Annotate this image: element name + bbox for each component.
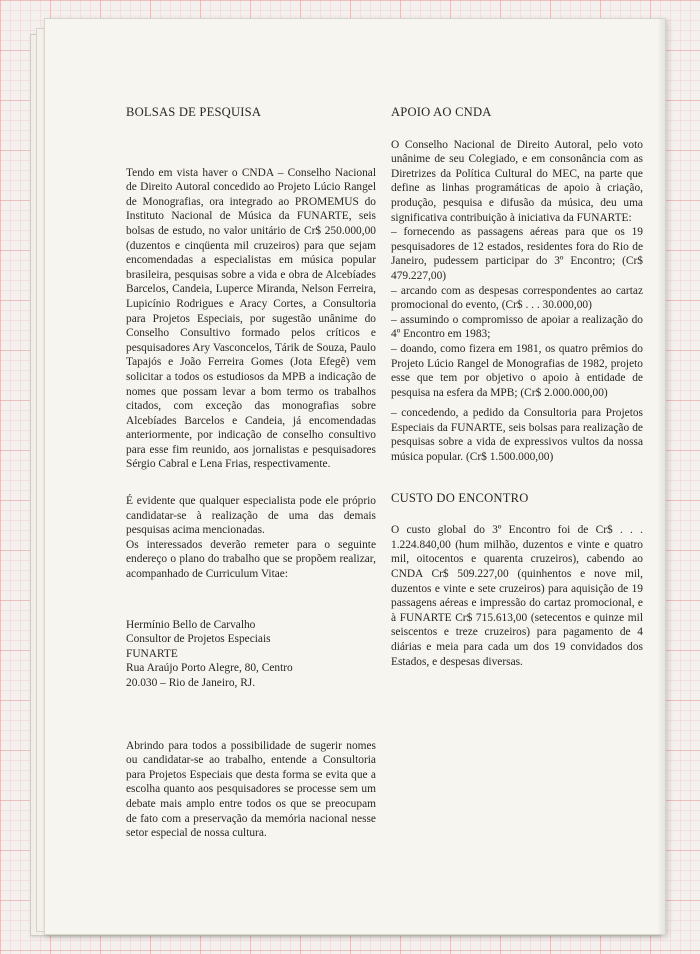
address-name: Hermínio Bello de Carvalho <box>126 618 256 631</box>
bolsas-paragraph-3: Os interessados deverão remeter para o seguinte endereço o plano do trabalho que se propõem realizar, acompanhado de Curriculum Vitae: <box>126 538 376 581</box>
section-heading-custo: CUSTO DO ENCONTRO <box>391 490 529 505</box>
right-column <box>391 105 643 669</box>
address-org: FUNARTE <box>126 647 178 660</box>
apoio-intro: O Conselho Nacional de Direito Autoral, pelo voto unânime de seu Colegiado, e em consonância com as Diretrizes da Política Cultural do MEC, na parte que define as linhas programáticas de apoio à criação, produção, pesquisa e difusão da música, deu uma significativa contribuição à iniciativa da FUNARTE: <box>391 138 643 224</box>
custo-paragraph: O custo global do 3º Encontro foi de Cr$ . . . 1.224.840,00 (hum milhão, duzentos e vinte e quatro mil, oitocentos e quarenta cruzeiros), cabendo ao CNDA Cr$ 509.227,00 (quinhentos e nove mil, duzentos e vinte e sete cruzeiros) para aquisição de 19 passagens aéreas e impressão do cartaz promocional, e à FUNARTE Cr$ 715.613,00 (setecentos e quinze mil seiscentos e treze cruzeiros) para pagamento de 4 diárias e meia para cada um dos 19 convidados dos Estados, e despesas diversas. <box>391 524 643 668</box>
section-heading-apoio: APOIO AO CNDA <box>391 105 492 119</box>
left-column <box>126 105 376 841</box>
section-heading-bolsas: BOLSAS DE PESQUISA <box>126 105 262 119</box>
apoio-item-4: – doando, como fizera em 1981, os quatro prêmios do Projeto Lúcio Rangel de Monografias de 1982, projeto esse que tem por objetivo o apoio à entidade de pesquisa na esfera da MPB; (Cr$ 2.000.000,00) <box>391 342 643 399</box>
apoio-item-2: – arcando com as despesas correspondentes ao cartaz promocional do evento, (Cr$ . . . 30.000,00) <box>391 284 643 312</box>
address-title: Consultor de Projetos Especiais <box>126 633 271 646</box>
apoio-item-1: – fornecendo as passagens aéreas para que os 19 pesquisadores de 12 estados, residentes fora do Rio de Janeiro, pudessem participar do 3º Encontro; (Cr$ 479.227,00) <box>391 226 643 282</box>
page-edge-shadow <box>657 19 665 934</box>
apoio-item-3: – assumindo o compromisso de apoiar a realização do 4º Encontro em 1983; <box>391 313 643 341</box>
contact-address <box>126 618 376 691</box>
bolsas-paragraph-4: Abrindo para todos a possibilidade de sugerir nomes ou candidatar-se ao trabalho, entende a Consultoria para Projetos Especiais que desta forma se evita que a escolha quanto aos pesquisadores se processe sem um debate mais amplo entre todos os que se preocupam de fato com a preservação da memória nacional nesse setor especial de nossa cultura. <box>126 739 376 840</box>
document-page <box>44 18 666 935</box>
bolsas-paragraph-2: É evidente que qualquer especialista pode ele próprio candidatar-se à realização de uma das demais pesquisas acima mencionadas. <box>126 495 376 537</box>
address-street: Rua Araújo Porto Alegre, 80, Centro <box>126 662 293 675</box>
address-city: 20.030 – Rio de Janeiro, RJ. <box>126 677 256 689</box>
bolsas-paragraph-1: Tendo em vista haver o CNDA – Conselho Nacional de Direito Autoral concedido ao Projeto Lúcio Rangel de Monografias, ora integrado ao PROMEMUS do Instituto Nacional de Música da FUNARTE, seis bolsas de estudo, no valor unitário de Cr$ 250.000,00 (duzentos e cinqüenta mil cruzeiros) para que sejam encomendadas a especialistas em música popular brasileira, pesquisas sobre a vida e obra de Alcebíades Barcelos, Candeia, Luperce Miranda, Nelson Ferreira, Lupicínio Rodrigues e Aracy Cortes, a Consultoria para Projetos Especiais, por sugestão unânime do Conselho Consultivo formado pelos críticos e pesquisadores Ary Vasconcelos, Tárik de Souza, Paulo Tapajós e João Ferreira Gomes (Jota Efegê) vem solicitar a todos os estudiosos da MPB a indicação de nomes que possam levar a bom termo os trabalhos citados, com exceção das monografias sobre Alcebíades Barcelos e Candeia, já encomendadas anteriormente, por indicação de conselho consultivo para esse fim reunido, aos jornalistas e pesquisadores Sérgio Cabral e Lena Frias, respectivamente. <box>126 166 376 471</box>
apoio-item-5: – concedendo, a pedido da Consultoria para Projetos Especiais da FUNARTE, seis bolsas para realização de pesquisas sobre a vida de expressivos vultos da nossa música popular. (Cr$ 1.500.000,00) <box>391 407 643 464</box>
